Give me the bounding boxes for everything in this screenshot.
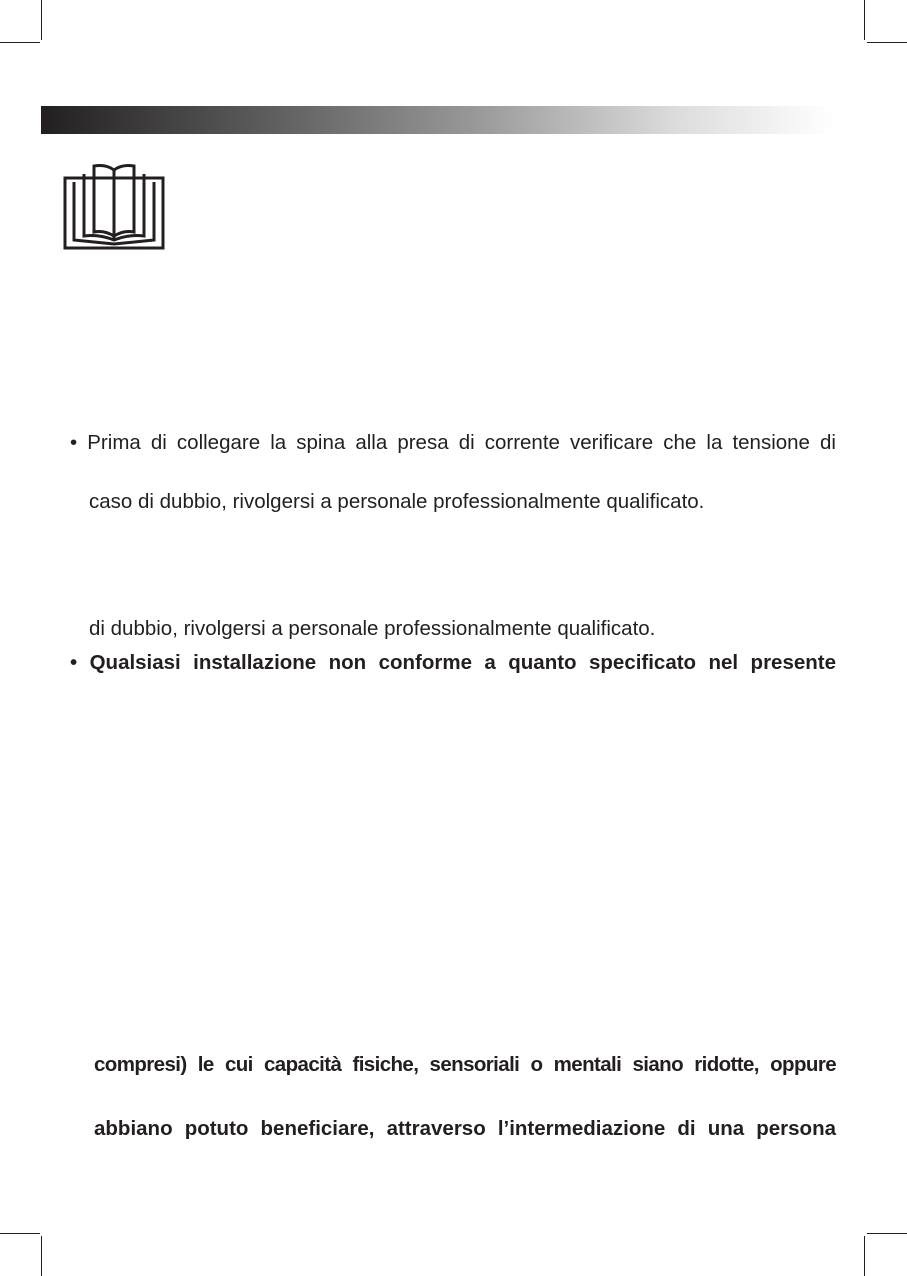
crop-mark-top-right-horizontal [867, 42, 907, 43]
crop-mark-bottom-left-vertical [41, 1236, 42, 1276]
open-book-icon [62, 160, 166, 252]
crop-mark-top-right-vertical [864, 0, 865, 40]
header-gradient-bar [41, 106, 834, 134]
crop-mark-bottom-left-horizontal [0, 1233, 40, 1234]
paragraph-2-line-1: di dubbio, rivolgersi a personale professionalmente qualificato. [89, 617, 656, 640]
crop-mark-bottom-right-vertical [864, 1236, 865, 1276]
crop-mark-top-left-vertical [41, 0, 42, 40]
paragraph-4-line-2: abbiano potuto beneficiare, attraverso l’intermediazione di una persona [94, 1117, 836, 1140]
paragraph-3-line-1: • Qualsiasi installazione non conforme a quanto specificato nel presente [70, 651, 836, 674]
crop-mark-top-left-horizontal [0, 42, 40, 43]
crop-mark-bottom-right-horizontal [867, 1233, 907, 1234]
paragraph-1-line-2: caso di dubbio, rivolgersi a personale professionalmente qualificato. [89, 490, 705, 513]
paragraph-1-line-1: • Prima di collegare la spina alla presa di corrente verificare che la tensione di [70, 431, 836, 454]
paragraph-4-line-1: compresi) le cui capacità fisiche, sensoriali o mentali siano ridotte, oppure [94, 1053, 836, 1076]
